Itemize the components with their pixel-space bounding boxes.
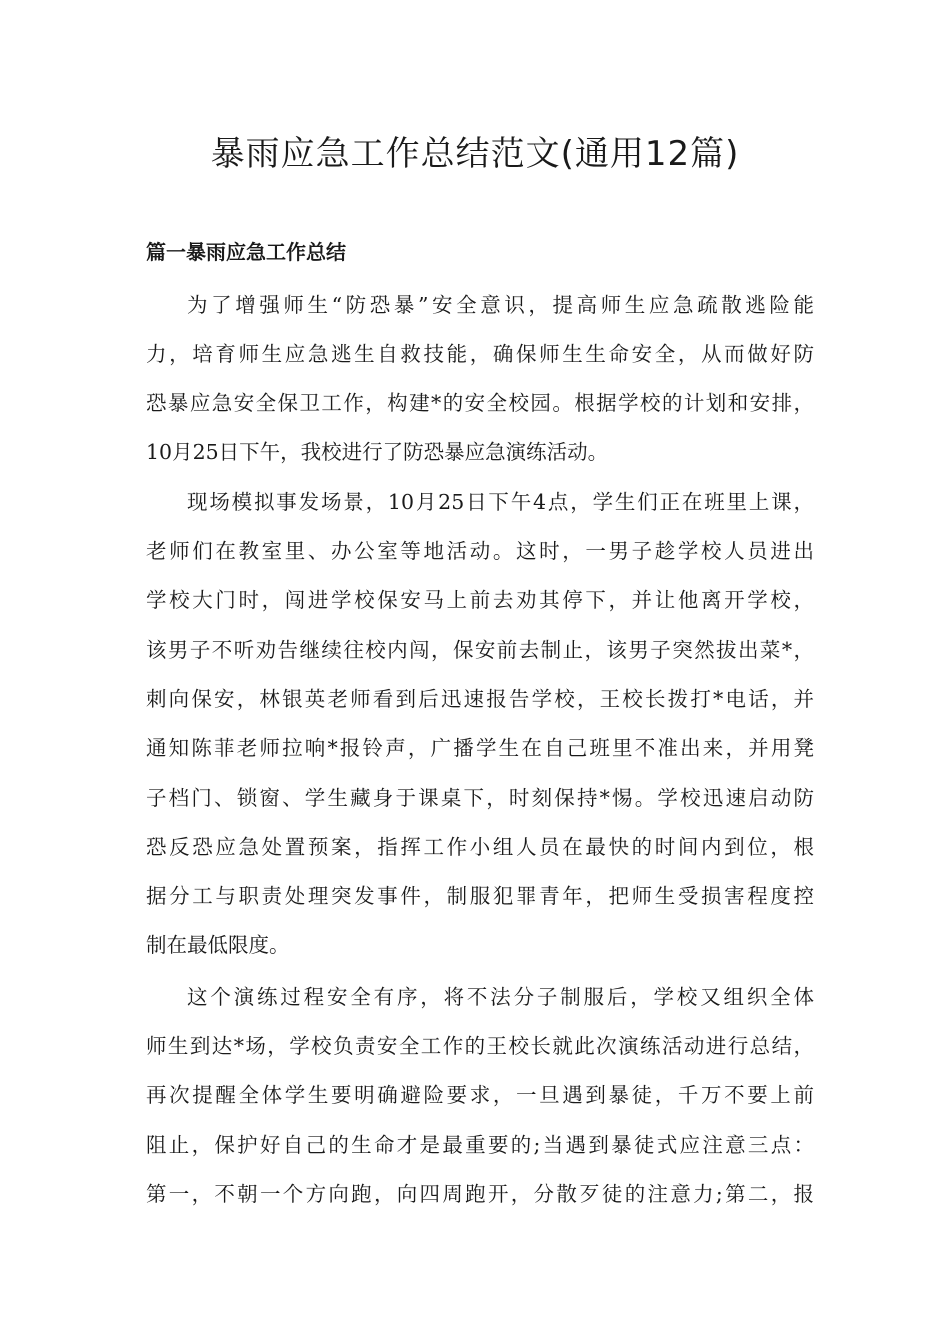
paragraph-line: 阻止，保护好自己的生命才是最重要的;当遇到暴徒式应注意三点： [146, 1133, 814, 1157]
paragraph-line: 刺向保安，林银英老师看到后迅速报告学校，王校长拨打*电话，并 [146, 687, 814, 711]
paragraph-line: 再次提醒全体学生要明确避险要求，一旦遇到暴徒，千万不要上前 [146, 1083, 814, 1107]
paragraph-line: 这个演练过程安全有序，将不法分子制服后，学校又组织全体 [187, 985, 814, 1009]
paragraph-line: 据分工与职责处理突发事件，制服犯罪青年，把师生受损害程度控 [146, 884, 814, 908]
paragraph-line: 老师们在教室里、办公室等地活动。这时，一男子趁学校人员进出 [146, 539, 814, 563]
paragraph-line: 恐暴应急安全保卫工作，构建*的安全校园。根据学校的计划和安排， [146, 391, 814, 415]
document-title: 暴雨应急工作总结范文(通用12篇) [210, 134, 740, 174]
paragraph-line: 现场模拟事发场景，10月25日下午4点，学生们正在班里上课， [187, 490, 814, 514]
paragraph-line: 子档门、锁窗、学生藏身于课桌下，时刻保持*惕。学校迅速启动防 [146, 786, 814, 810]
paragraph-line: 学校大门时，闯进学校保安马上前去劝其停下，并让他离开学校， [146, 588, 814, 612]
paragraph-line: 该男子不听劝告继续往校内闯，保安前去制止，该男子突然拔出菜*， [146, 638, 814, 662]
paragraph-line: 恐反恐应急处置预案，指挥工作小组人员在最快的时间内到位，根 [146, 835, 814, 859]
paragraph-line: 第一，不朝一个方向跑，向四周跑开，分散歹徒的注意力;第二，报 [146, 1182, 814, 1206]
paragraph-line: 制在最低限度。 [146, 933, 290, 957]
section-heading: 篇一暴雨应急工作总结 [146, 240, 346, 264]
paragraph-line: 为了增强师生“防恐暴”安全意识，提高师生应急疏散逃险能 [187, 293, 814, 317]
paragraph-line: 通知陈菲老师拉响*报铃声，广播学生在自己班里不准出来，并用凳 [146, 736, 814, 760]
paragraph-line: 10月25日下午，我校进行了防恐暴应急演练活动。 [146, 440, 609, 464]
paragraph-line: 力，培育师生应急逃生自救技能，确保师生生命安全，从而做好防 [146, 342, 814, 366]
paragraph-line: 师生到达*场，学校负责安全工作的王校长就此次演练活动进行总结， [146, 1034, 814, 1058]
